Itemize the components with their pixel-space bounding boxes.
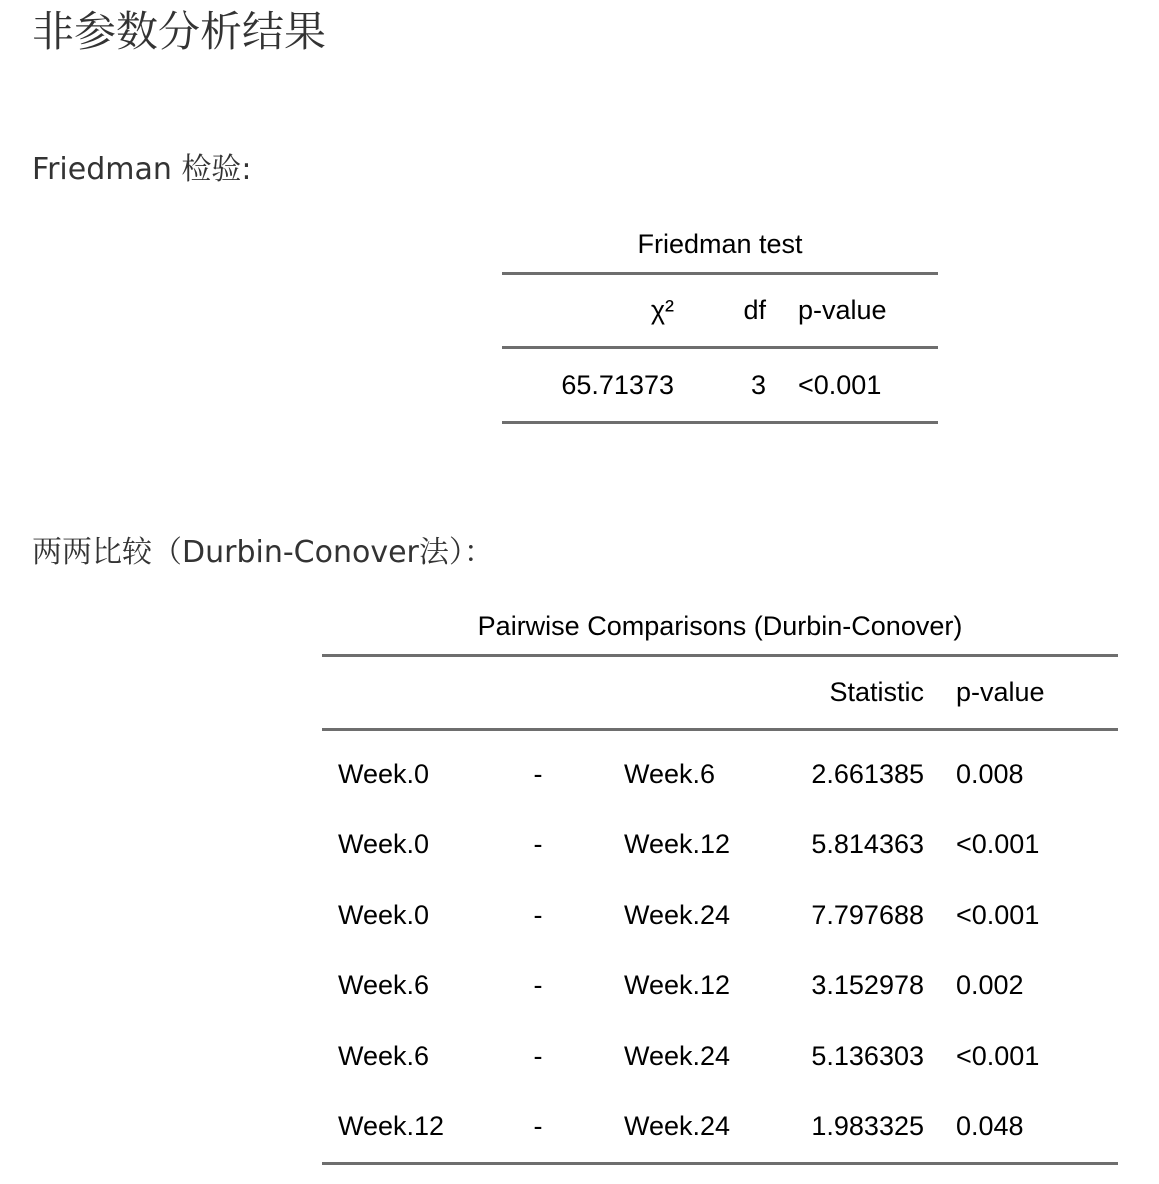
separator-cell: -	[533, 899, 543, 930]
group1-cell: Week.0	[338, 899, 430, 930]
statistic-cell: 5.814363	[811, 829, 924, 860]
separator-cell: -	[533, 970, 543, 1001]
pairwise-header-row	[322, 656, 1118, 730]
p-value-cell: <0.001	[956, 1040, 1040, 1071]
p-value-header: p-value	[924, 656, 1118, 730]
p-value-header: p-value	[768, 274, 938, 348]
friedman-test-table	[502, 228, 938, 424]
p-value-cell: <0.001	[956, 899, 1040, 930]
statistic-cell: 7.797688	[811, 899, 924, 930]
df-header: df	[676, 274, 768, 348]
group2-cell: Week.24	[590, 1092, 774, 1164]
table-row	[322, 730, 1118, 810]
p-value-cell: 0.048	[924, 1092, 1118, 1164]
p-value-cell: 0.002	[956, 970, 1024, 1001]
df-value: 3	[676, 348, 768, 423]
group1-cell: Week.6	[338, 970, 430, 1001]
statistic-cell: 2.661385	[811, 758, 924, 789]
statistic-cell: 1.983325	[774, 1092, 924, 1164]
statistic-cell: 5.136303	[811, 1040, 924, 1071]
group1-cell: Week.6	[338, 1040, 430, 1071]
table-row	[322, 810, 1118, 881]
group1-cell: Week.0	[338, 829, 430, 860]
separator-header	[486, 656, 590, 730]
friedman-table-caption: Friedman test	[637, 229, 803, 259]
table-row	[322, 880, 1118, 951]
page-title: 非参数分析结果	[32, 7, 327, 56]
pairwise-section-heading: 两两比较（Durbin-Conover法）：	[32, 535, 494, 570]
group1-cell: Week.0	[338, 758, 430, 789]
pairwise-table-caption: Pairwise Comparisons (Durbin-Conover)	[477, 611, 963, 641]
statistic-cell: 3.152978	[811, 970, 924, 1001]
group2-cell: Week.24	[624, 1040, 731, 1071]
friedman-section-heading: Friedman 检验:	[32, 152, 252, 187]
group2-cell: Week.12	[624, 970, 731, 1001]
separator-cell: -	[486, 1092, 590, 1164]
table-row	[322, 1092, 1118, 1164]
p-value-cell: 0.008	[956, 758, 1024, 789]
pairwise-comparisons-table	[322, 610, 1118, 1165]
chi-square-value: 65.71373	[502, 348, 676, 423]
table-row	[322, 951, 1118, 1022]
table-row	[322, 1021, 1118, 1092]
group1-cell: Week.12	[322, 1092, 486, 1164]
p-value-cell: <0.001	[956, 829, 1040, 860]
separator-cell: -	[533, 829, 543, 860]
p-value-value: <0.001	[768, 348, 938, 423]
group2-cell: Week.12	[624, 829, 731, 860]
statistic-header: Statistic	[774, 656, 924, 730]
group2-cell: Week.6	[624, 758, 716, 789]
group2-cell: Week.24	[624, 899, 731, 930]
separator-cell: -	[533, 758, 543, 789]
friedman-header-row	[502, 274, 938, 348]
chi-square-header: χ²	[502, 274, 676, 348]
group2-header	[590, 656, 774, 730]
separator-cell: -	[533, 1040, 543, 1071]
friedman-result-row	[502, 348, 938, 423]
group1-header	[322, 656, 486, 730]
